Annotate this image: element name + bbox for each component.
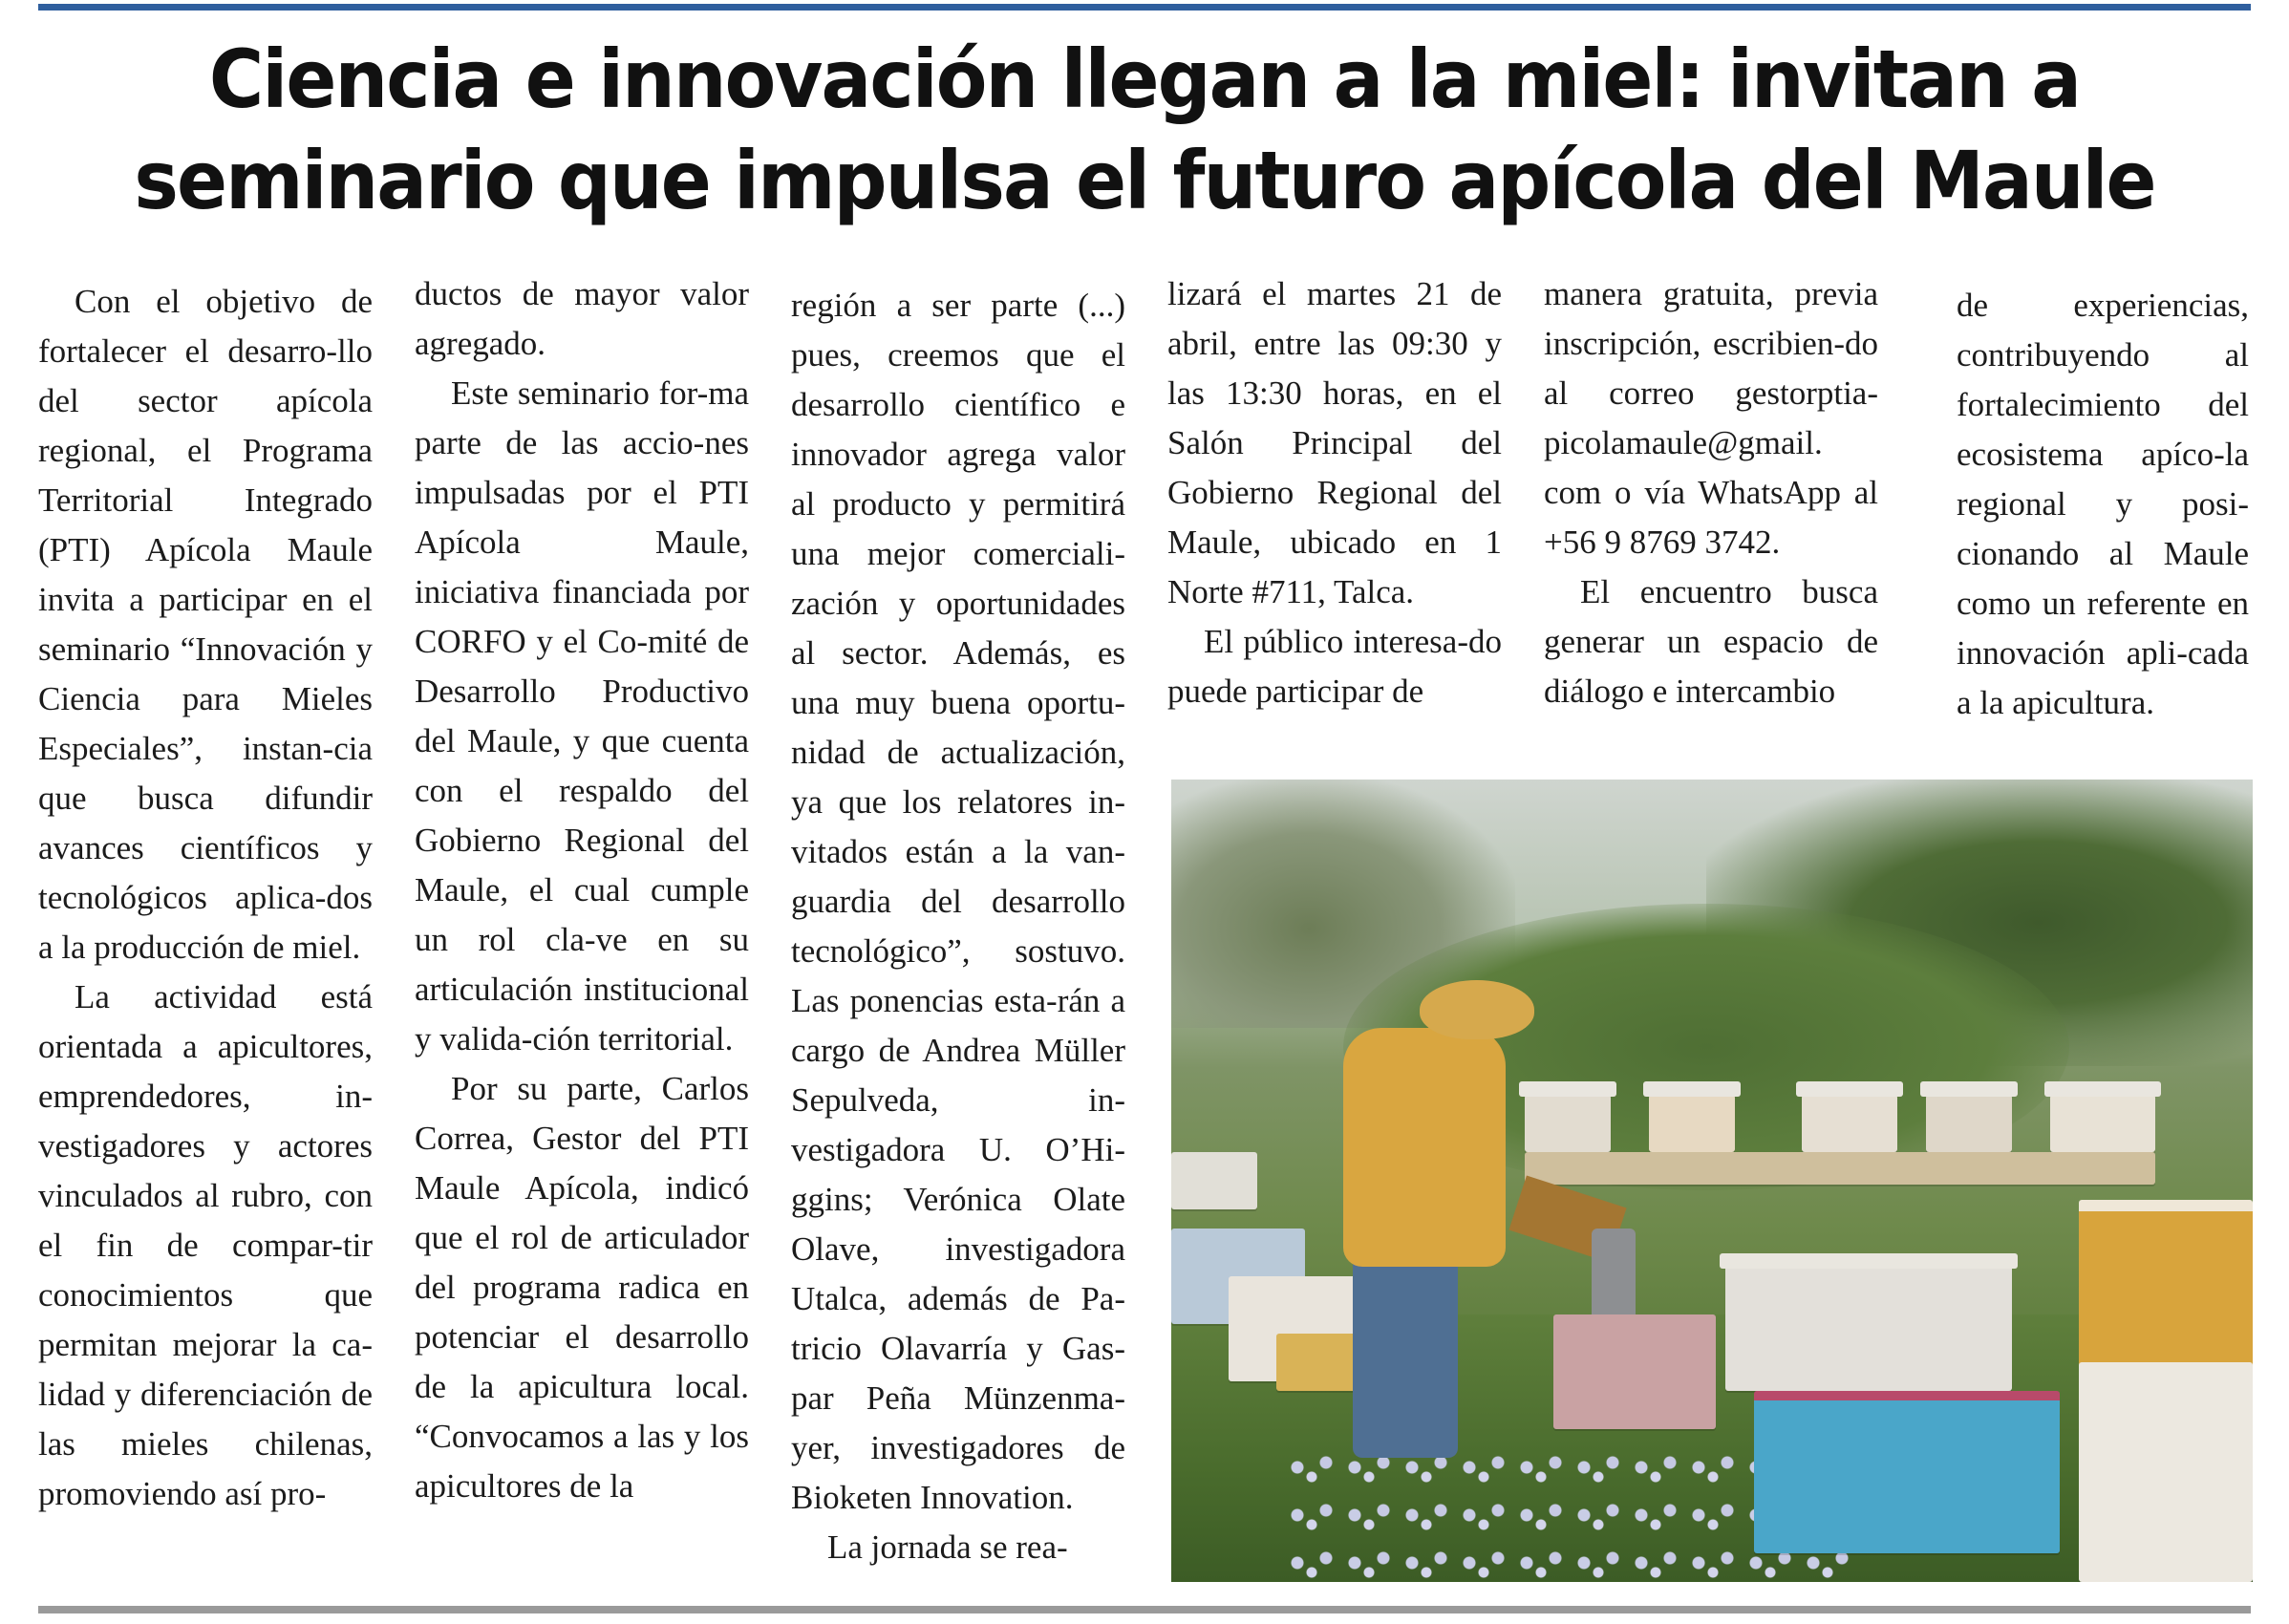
- headline: [116, 29, 2173, 231]
- column-6-paragraph-1: de experiencias, contribuyendo al fortalecimiento del ecosistema apíco-la regional y posi-cionando al Maule como un referente en innovación apli-cada a la apicultura.: [1957, 287, 2249, 721]
- photo-hive: [1725, 1257, 2012, 1391]
- article-column-5: [1544, 269, 1878, 716]
- photo-beekeeper-hat: [1420, 980, 1534, 1039]
- column-2-paragraph-1: ductos de mayor valor agregado.: [415, 275, 749, 362]
- article-column-3: [791, 281, 1125, 1572]
- photo-hive: [1926, 1095, 2012, 1152]
- column-2-paragraph-2: Este seminario for-ma parte de las accio-nes impulsadas por el PTI Apícola Maule, iniciativa financiada por CORFO y el Co-mité de Desarrollo Productivo del Maule, y que cuenta con el respaldo del Gobierno Regional del Maule, el cual cumple un rol cla-ve en su articulación institucional y valida-ción territorial.: [415, 374, 749, 1058]
- column-2-paragraph-3: Por su parte, Carlos Correa, Gestor del PTI Maule Apícola, indicó que el rol de articulador del programa radica en potenciar el desarrollo de la apicultura local. “Convocamos a las y los apicultores de la: [415, 1070, 749, 1505]
- photo-hive: [1754, 1391, 2060, 1553]
- column-1-paragraph-1: Con el objetivo de fortalecer el desarro-llo del sector apícola regional, el Programa Territorial Integrado (PTI) Apícola Maule invita a participar en el seminario “Innovación y Ciencia para Mieles Especiales”, instan-cia que busca difundir avances científicos y tecnológicos aplica-dos a la producción de miel.: [38, 283, 373, 966]
- photo-hive: [2079, 1362, 2253, 1582]
- column-4-paragraph-1: lizará el martes 21 de abril, entre las 09:30 y las 13:30 horas, en el Salón Principal del Gobierno Regional del Maule, ubicado en 1 Norte #711, Talca.: [1167, 275, 1502, 610]
- article-column-6: [1957, 281, 2249, 728]
- headline-line-1: Ciencia e innovación llegan a la miel: invitan a: [208, 32, 2081, 126]
- photo-beekeeper-jacket: [1343, 1028, 1506, 1267]
- article-column-4: [1167, 269, 1502, 716]
- photo-hive: [1525, 1152, 2155, 1185]
- photo-hive: [2050, 1095, 2155, 1152]
- column-5-paragraph-1: manera gratuita, previa inscripción, escribien-do al correo gestorptia-picolamaule@gmail. com o vía WhatsApp al +56 9 8769 3742.: [1544, 275, 1878, 561]
- photo-hive: [1525, 1095, 1611, 1152]
- photo-hive: [1553, 1314, 1716, 1429]
- photo-beekeeper-legs: [1353, 1238, 1458, 1458]
- column-4-paragraph-2: El público interesa-do puede participar de: [1167, 623, 1502, 710]
- photo-hive: [2079, 1200, 2253, 1374]
- column-3-paragraph-1: región a ser parte (...) pues, creemos que el desarrollo científico e innovador agrega valor al producto y permitirá una mejor comerciali-zación y oportunidades al sector. Además, es una muy buena oportu-nidad de actualización, ya que los relatores in-vitados están a la van-guardia del desarrollo tecnológico”, sostuvo. Las ponencias esta-rán a cargo de Andrea Müller Sepulveda, in-vestigadora U. O’Hi-ggins; Verónica Olate Olave, investigadora Utalca, además de Pa-tricio Olavarría y Gas-par Peña Münzenma-yer, investigadores de Bioketen Innovation.: [791, 287, 1125, 1516]
- top-rule: [38, 4, 2251, 11]
- article-column-1: [38, 277, 373, 1519]
- column-3-paragraph-2: La jornada se rea-: [827, 1528, 1068, 1566]
- column-1-paragraph-2: La actividad está orientada a apicultores, emprendedores, in-vestigadores y actores vinculados al rubro, con el fin de compar-tir conocimientos que permitan mejorar la ca-lidad y diferenciación de las mieles chilenas, promoviendo así pro-: [38, 978, 373, 1512]
- article-column-2: [415, 269, 749, 1511]
- bottom-rule: [38, 1606, 2251, 1613]
- photo-smoker: [1592, 1229, 1636, 1324]
- photo-hive: [1171, 1152, 1257, 1209]
- photo-hive: [1649, 1095, 1735, 1152]
- headline-line-2: seminario que impulsa el futuro apícola del Maule: [134, 134, 2155, 227]
- column-5-paragraph-2: El encuentro busca generar un espacio de diálogo e intercambio: [1544, 573, 1878, 710]
- beekeeper-photo: [1171, 780, 2253, 1582]
- photo-hive: [1802, 1095, 1897, 1152]
